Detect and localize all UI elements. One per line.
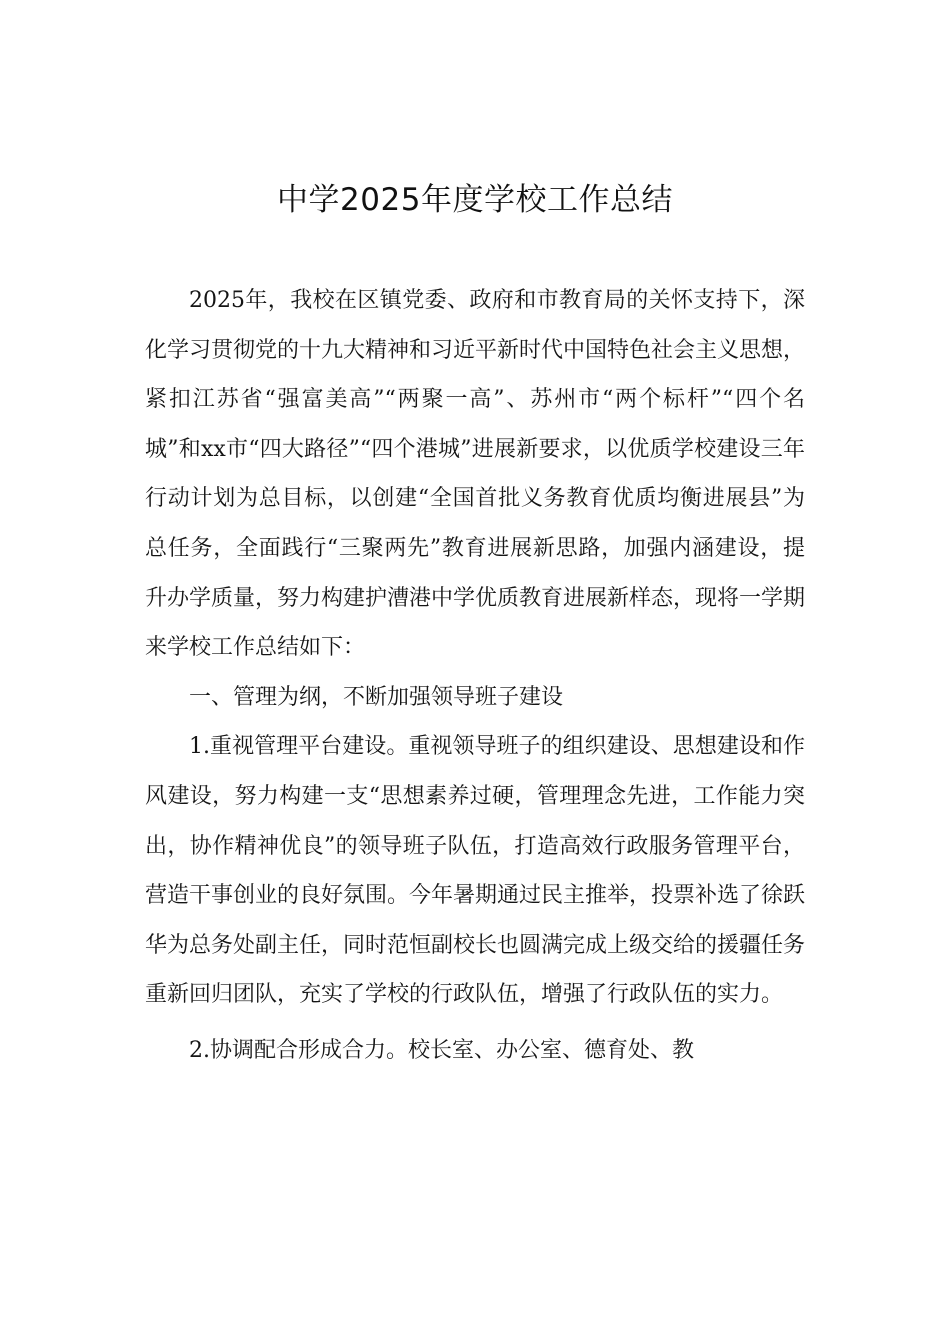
document-body xyxy=(145,276,805,1076)
paragraph-item-2: 2.协调配合形成合力。校长室、办公室、德育处、教 xyxy=(189,1037,694,1063)
section-heading-1: 一、管理为纲，不断加强领导班子建设 xyxy=(189,684,564,710)
paragraph-intro: 2025年，我校在区镇党委、政府和市教育局的关怀支持下，深化学习贯彻党的十九大精神和习近平新时代中国特色社会主义思想，紧扣江苏省“强富美高”“两聚一高”、苏州市“两个标杆”“四个名城”和xx市“四大路径”“四个港城”进展新要求，以优质学校建设三年行动计划为总目标，以创建“全国首批义务教育优质均衡进展县”为总任务，全面践行“三聚两先”教育进展新思路，加强内涵建设，提升办学质量，努力构建护漕港中学优质教育进展新样态，现将一学期来学校工作总结如下： xyxy=(145,288,806,661)
paragraph-item-1: 1.重视管理平台建设。重视领导班子的组织建设、思想建设和作风建设，努力构建一支“思想素养过硬，管理理念先进，工作能力突出，协作精神优良”的领导班子队伍，打造高效行政服务管理平台，营造干事创业的良好氛围。今年暑期通过民主推举，投票补选了徐跃华为总务处副主任，同时范恒副校长也圆满完成上级交给的援疆任务重新回归团队，充实了学校的行政队伍，增强了行政队伍的实力。 xyxy=(145,734,806,1008)
document-title: 中学2025年度学校工作总结 xyxy=(277,182,673,218)
